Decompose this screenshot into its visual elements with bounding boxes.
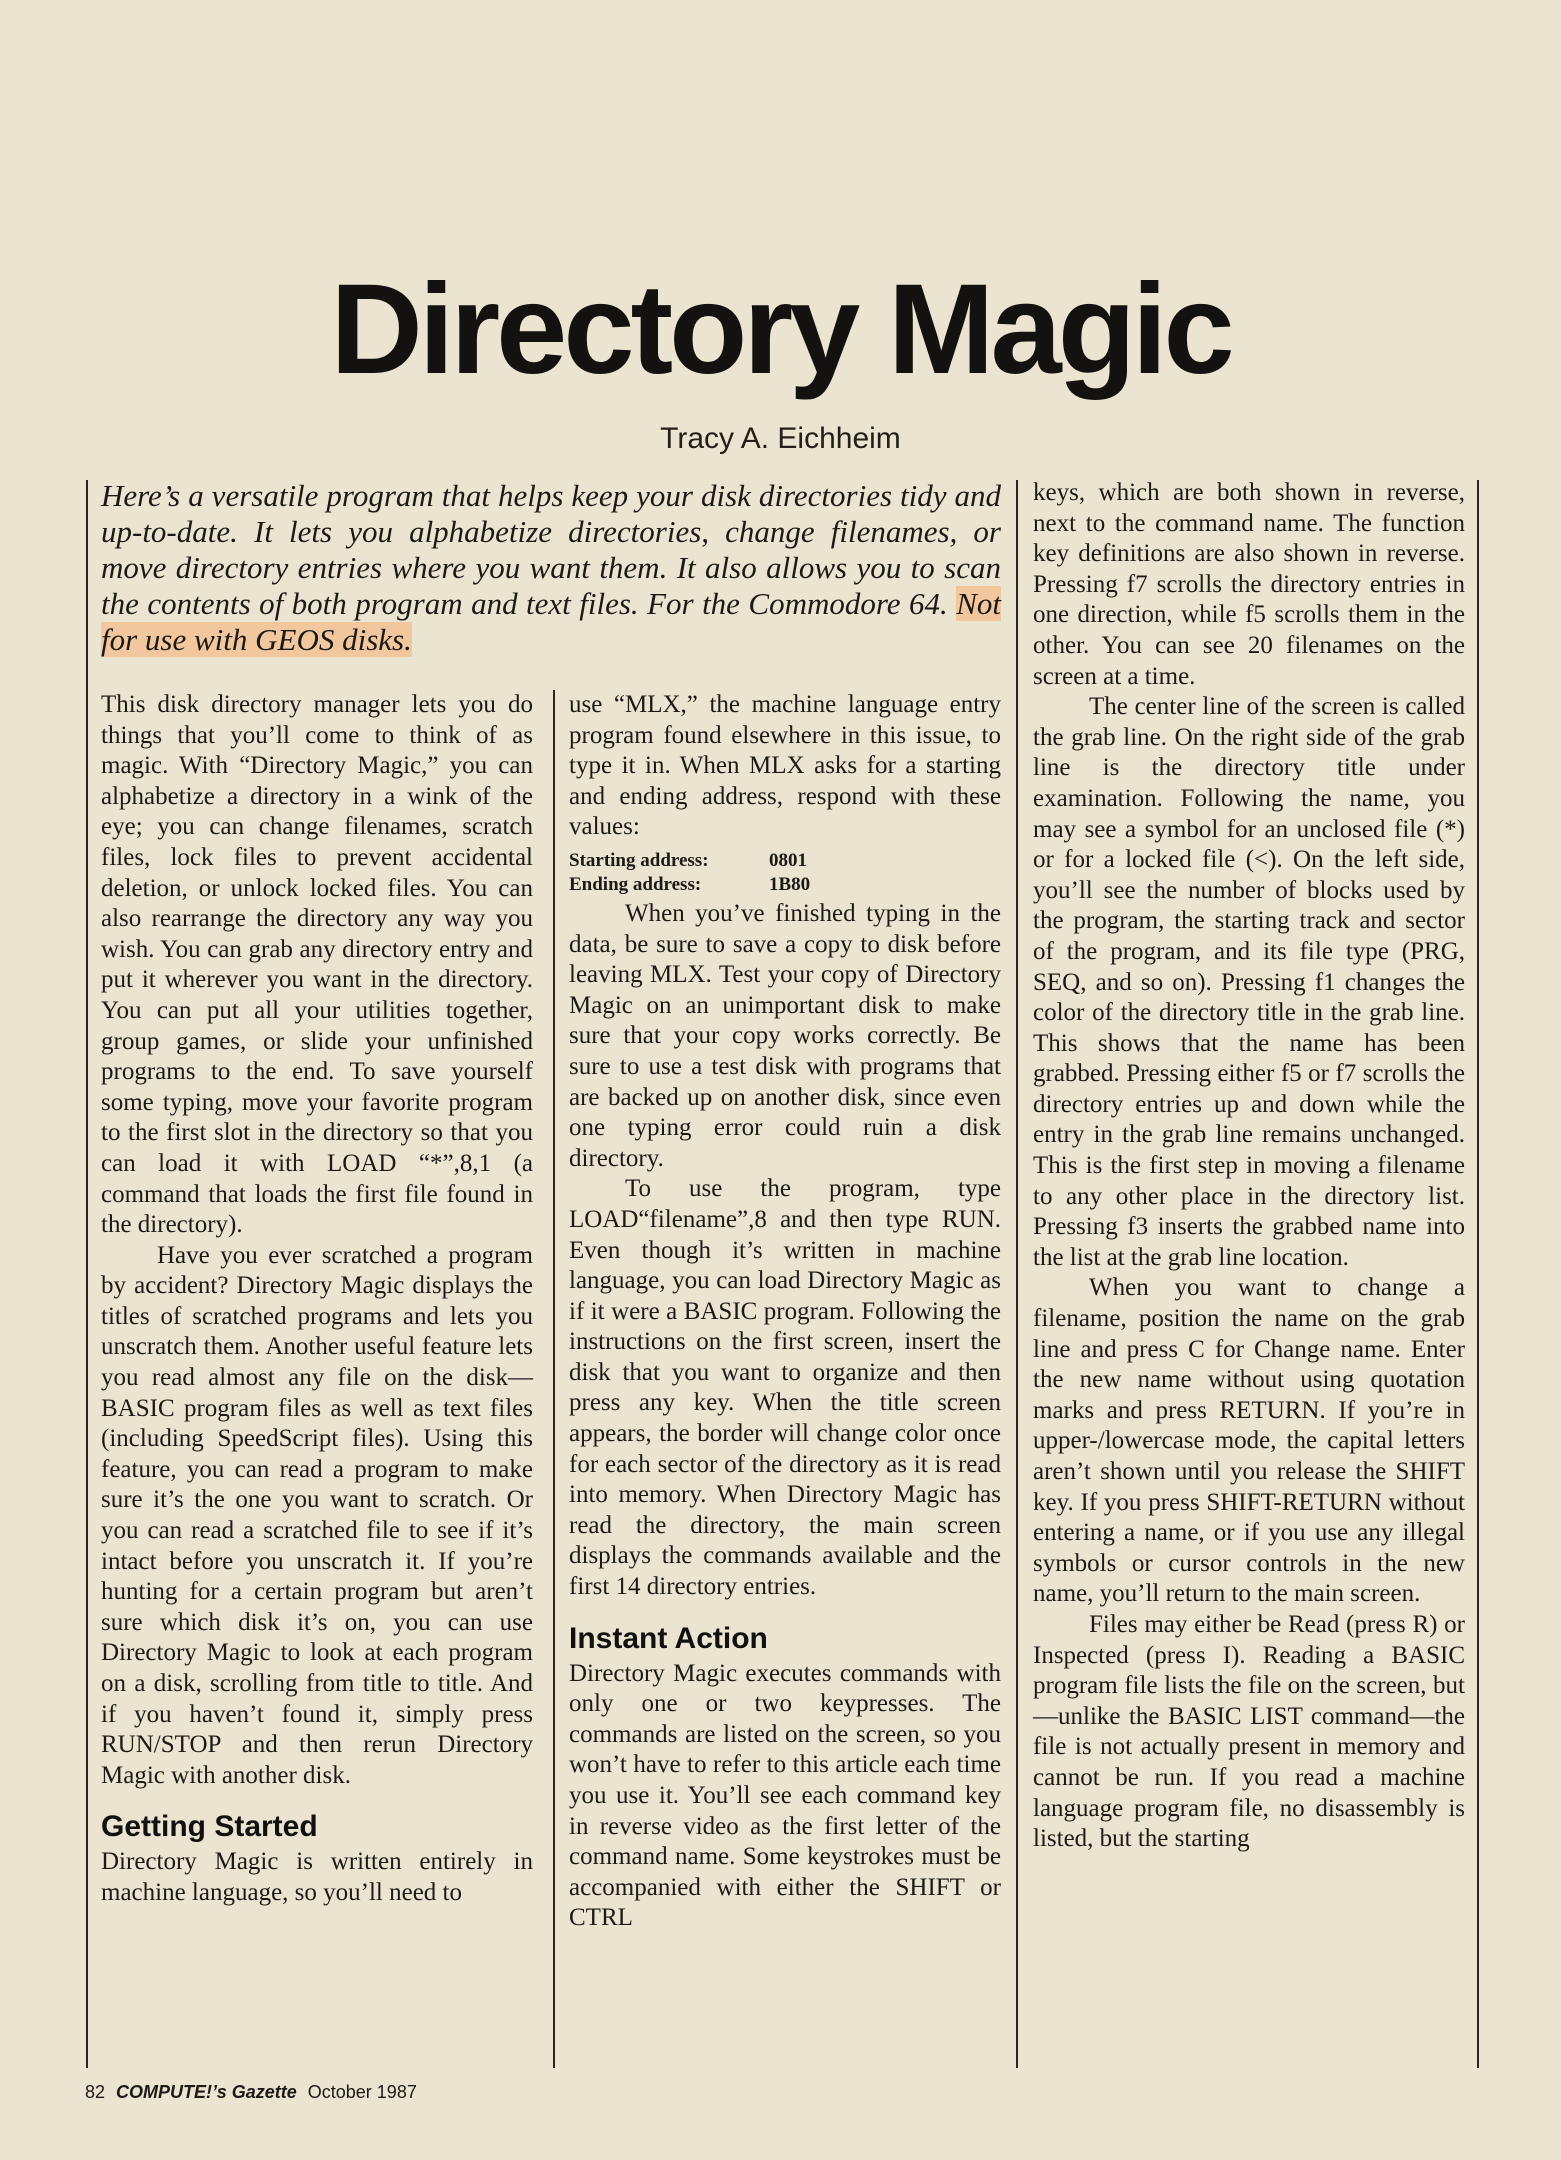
start-address-label: Starting address: <box>569 849 709 871</box>
heading-instant-action: Instant Action <box>569 1621 768 1655</box>
col3-paragraph-2: The center line of the screen is called the grab line. On the right side of the grab line is the directory title under examination. Following the name, you may see a symbol for an unclosed file (*) or for a locked file (<). On the left side, you’ll see the number of blocks used by the program, the starting track and sector of the program, and its file type (PRG, SEQ, and so on). Pressing f1 changes the color of the directory title in the grab line. This shows that the name has been grabbed. Pressing either f5 or f7 scrolls the directory entries up and down while the entry in the grab line remains unchanged. This is the first step in moving a filename to any other place in the directory list. Pressing f3 inserts the grabbed name into the list at the grab line location. <box>1033 693 1465 1271</box>
issue-date: October 1987 <box>307 2082 417 2102</box>
page-footer <box>85 2082 417 2103</box>
intro-deck <box>101 478 1001 658</box>
column-rule-far-right <box>1477 480 1479 2068</box>
end-address-row <box>569 873 1001 897</box>
column-2 <box>569 690 1001 1934</box>
col2-paragraph-3: To use the program, type LOAD“filename”,8 and then type RUN. Even though it’s written in machine language, you can load Directory Magic as if it were a BASIC program. Following the instructions on the first screen, insert the disk that you want to organize and then press any key. When the title screen appears, the border will change color once for each sector of the directory as it is read into memory. When Directory Magic has read the directory, the main screen displays the commands available and the first 14 directory entries. <box>569 1175 1001 1601</box>
start-address-row <box>569 849 1001 873</box>
column-rule-middle <box>553 690 555 2068</box>
end-address-label: Ending address: <box>569 873 702 895</box>
author-byline: Tracy A. Eichheim <box>660 422 901 455</box>
col2-paragraph-4: Directory Magic executes commands with only one or two keypresses. The commands are listed on the screen, so you won’t have to refer to this article each time you use it. You’ll see each command key in reverse video as the first letter of the command name. Some keystrokes must be accompanied with either the SHIFT or CTRL <box>569 1659 1001 1932</box>
address-table <box>569 849 1001 897</box>
col3-paragraph-3: When you want to change a filename, position the name on the grab line and press C for Change name. Enter the new name without using quotation marks and press RETURN. If you’re in upper-/lowercase mode, the capital letters aren’t shown until you release the SHIFT key. If you press SHIFT-RETURN without entering a name, or if you use any illegal symbols or cursor controls in the new name, you’ll return to the main screen. <box>1033 1274 1465 1608</box>
intro-text: Here’s a versatile program that helps keep your disk directories tidy and up-to-date. It lets you alphabetize directories, change filenames, or move directory entries where you want them. It also allows you to scan the contents of both program and text files. For the Commodore 64. <box>101 478 1001 621</box>
article-title: Directory Magic <box>330 258 1231 401</box>
end-address-value: 1B80 <box>769 873 811 895</box>
col1-paragraph-2: Have you ever scratched a program by accident? Directory Magic displays the titles of scratched programs and lets you unscratch them. Another useful feature lets you read almost any file on the disk—BASIC program files as well as text files (including SpeedScript files). Using this feature, you can read a program to make sure it’s the one you want to scratch. Or you can read a scratched file to see if it’s intact before you unscratch it. If you’re hunting for a certain program but aren’t sure which disk it’s on, you can use Directory Magic to look at each program on a disk, scrolling from title to title. And if you haven’t found it, simply press RUN/STOP and then rerun Directory Magic with another disk. <box>101 1241 533 1789</box>
heading-getting-started: Getting Started <box>101 1810 318 1844</box>
col2-paragraph-2: When you’ve finished typing in the data, be sure to save a copy to disk before leaving MLX. Test your copy of Directory Magic on an unimportant disk to make sure that your copy works correctly. Be sure to use a test disk with programs that are backed up on another disk, since even one typing error could ruin a disk directory. <box>569 899 1001 1172</box>
intro-highlight: Not for use with GEOS disks. <box>101 586 1001 657</box>
col3-paragraph-4: Files may either be Read (press R) or Inspected (press I). Reading a BASIC program file lists the file on the screen, but—unlike the BASIC LIST command—the file is not actually present in memory and cannot be run. If you read a machine language program file, no disassembly is listed, but the starting <box>1033 1610 1465 1853</box>
column-3 <box>1033 478 1465 1855</box>
column-1 <box>101 690 533 1909</box>
magazine-name: COMPUTE!’s Gazette <box>116 2082 297 2102</box>
column-rule-left <box>86 480 88 2068</box>
col2-paragraph-1: use “MLX,” the machine language entry program found elsewhere in this issue, to type it in. When MLX asks for a starting and ending address, respond with these values: <box>569 691 1001 841</box>
column-rule-right <box>1016 480 1018 2068</box>
page-number: 82 <box>85 2082 106 2102</box>
start-address-value: 0801 <box>769 849 807 871</box>
col1-paragraph-1: This disk directory manager lets you do things that you’ll come to think of as magic. With “Directory Magic,” you can alphabetize a directory in a wink of the eye; you can change filenames, scratch files, lock files to prevent accidental deletion, or unlock locked files. You can also rearrange the directory any way you wish. You can grab any directory entry and put it wherever you want in the directory. You can put all your utilities together, group games, or slide your unfinished programs to the end. To save yourself some typing, move your favorite program to the first slot in the directory so that you can load it with LOAD “*”,8,1 (a command that loads the first file found in the directory). <box>101 691 533 1239</box>
col1-paragraph-3: Directory Magic is written entirely in machine language, so you’ll need to <box>101 1848 533 1906</box>
col3-paragraph-1: keys, which are both shown in reverse, next to the command name. The function key definitions are also shown in reverse. Pressing f7 scrolls the directory entries in one direction, while f5 scrolls them in the other. You can see 20 filenames on the screen at a time. <box>1033 479 1465 690</box>
